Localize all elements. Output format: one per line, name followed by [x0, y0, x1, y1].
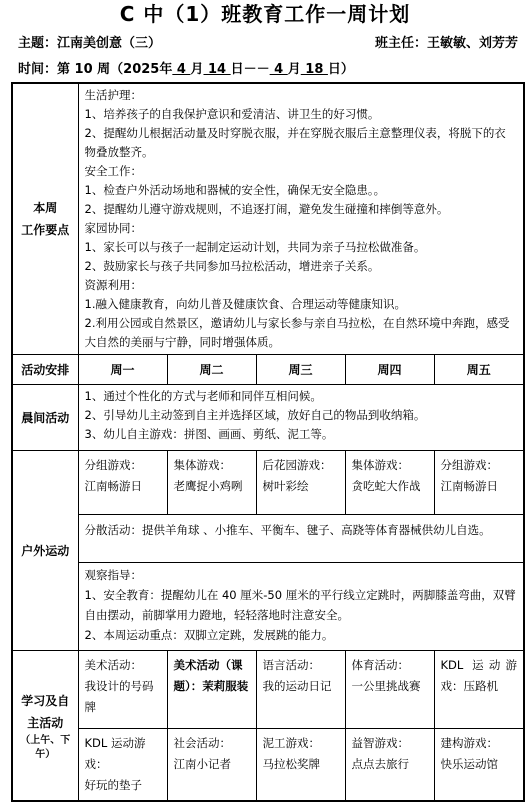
study-mon-2 [78, 729, 167, 802]
focus-line: 1、家长可以与孩子一起制定运动计划，共同为亲子马拉松做准备。 [84, 240, 426, 254]
activity-type: 美术活动（课题）：茉莉服装 [173, 658, 249, 693]
teacher-label: 班主任： [374, 36, 427, 51]
game-name: 江南畅游日 [440, 479, 498, 493]
activity-name: 我设计的号码牌 [84, 679, 154, 714]
focus-line: 家园协同： [84, 221, 142, 235]
morning-line: 1、通过个性化的方式与老师和同伴互相问候。 [84, 389, 322, 403]
activity-name: 好玩的垫子 [84, 778, 142, 792]
outdoor-observe [78, 563, 524, 651]
focus-label [12, 83, 78, 355]
outdoor-game-fri [434, 451, 524, 515]
outdoor-label: 户外运动 [12, 451, 78, 651]
morning-row [12, 385, 524, 451]
morning-content [78, 385, 524, 451]
game-name: 贪吃蛇大作战 [351, 479, 421, 493]
game-type: 集体游戏： [351, 458, 409, 472]
activity-name: 一公里挑战赛 [351, 679, 421, 693]
morning-line: 2、引导幼儿主动签到自主并选择区域，放好自己的物品到收纳箱。 [84, 408, 426, 422]
outdoor-game-tue [167, 451, 256, 515]
day-tuesday: 周二 [167, 355, 256, 385]
outdoor-game-mon [78, 451, 167, 515]
game-type: 后花园游戏： [262, 458, 332, 472]
outdoor-observe-row [12, 563, 524, 651]
game-name: 江南畅游日 [84, 479, 142, 493]
game-name: 老鹰捉小鸡咧 [173, 479, 243, 493]
focus-line: 2.利用公园或自然景区，邀请幼儿与家长参与亲自马拉松，在自然环境中奔跑，感受大自然的美丽与宁静，同时增强体质。 [84, 316, 510, 349]
page-title: C 中（1）班教育工作一周计划 [119, 2, 411, 26]
activity-type: KDL 运动游戏： [84, 736, 146, 771]
study-wed-1 [256, 651, 345, 729]
activity-type: KDL 运动游戏：压路机 [440, 658, 518, 693]
focus-line: 1、培养孩子的自我保护意识和爱清洁、讲卫生的好习惯。 [84, 107, 380, 121]
game-type: 分组游戏： [84, 458, 142, 472]
study-fri-2 [434, 729, 524, 802]
study-mon-1 [78, 651, 167, 729]
meta-row-time [18, 58, 518, 78]
study-fri-1 [434, 651, 524, 729]
study-label-sub: （上午、下午） [20, 734, 71, 760]
activity-type: 社会活动： [173, 736, 231, 750]
activity-type: 泥工游戏： [262, 736, 320, 750]
game-name: 树叶彩绘 [262, 479, 309, 493]
morning-line: 3、幼儿自主游戏：拼图、画画、剪纸、泥工等。 [84, 427, 334, 441]
activity-name: 马拉松奖牌 [262, 757, 320, 771]
month-char-1: 月 [190, 62, 204, 77]
game-type: 分组游戏： [440, 458, 498, 472]
range-sep: 日－－ [230, 62, 270, 77]
activity-name: 点点去旅行 [351, 757, 409, 771]
study-label-line1: 学习及自 [21, 693, 70, 708]
focus-line: 生活护理： [84, 88, 142, 102]
study-wed-2 [256, 729, 345, 802]
schedule-label: 活动安排 [12, 355, 78, 385]
focus-line: 2、提醒幼儿遵守游戏规则，不追逐打闹，避免发生碰撞和摔倒等意外。 [84, 202, 449, 216]
study-row-2 [12, 729, 524, 802]
focus-line: 资源利用： [84, 278, 142, 292]
activity-type: 美术活动： [84, 658, 142, 672]
theme [18, 32, 161, 51]
study-row-1 [12, 651, 524, 729]
day-wednesday: 周三 [256, 355, 345, 385]
activity-type: 益智游戏： [351, 736, 409, 750]
focus-line: 安全工作： [84, 164, 142, 178]
game-type: 集体游戏： [173, 458, 231, 472]
start-month: 4 [172, 62, 191, 77]
activity-name: 我的运动日记 [262, 679, 332, 693]
outdoor-scatter-row [12, 515, 524, 563]
outdoor-scatter [78, 515, 524, 563]
time-label: 时间： [18, 62, 58, 77]
end-month: 4 [269, 62, 288, 77]
study-thu-2 [345, 729, 434, 802]
focus-line: 2、鼓励家长与孩子共同参加马拉松活动，增进亲子关系。 [84, 259, 380, 273]
scatter-text: 分散活动：提供羊角球 、小推车、平衡车、毽子、高跷等体育器械供幼儿自选。 [84, 523, 491, 537]
focus-label-line1: 本周 [33, 201, 58, 215]
outdoor-games-row [12, 451, 524, 515]
month-char-2: 月 [287, 62, 301, 77]
focus-line: 1.融入健康教育，向幼儿普及健康饮食、合理运动等健康知识。 [84, 297, 406, 311]
observe-line: 1、安全教育：提醒幼儿在 40 厘米-50 厘米的平行线立定跳时，两脚膝盖弯曲，双臂自由摆动，前脚掌用力蹬地，轻轻落地时注意安全。 [84, 588, 516, 622]
outdoor-game-thu [345, 451, 434, 515]
focus-label-line2: 工作要点 [21, 223, 70, 237]
day-friday: 周五 [434, 355, 524, 385]
schedule-row [12, 355, 524, 385]
week-suffix: 日） [327, 62, 354, 77]
teacher-value: 王敏敏、刘芳芳 [426, 36, 518, 51]
observe-title: 观察指导： [84, 568, 142, 582]
focus-content [78, 83, 524, 355]
focus-line: 2、提醒幼儿根据活动量及时穿脱衣服，并在穿脱衣服后主意整理仪表，将脱下的衣物叠放整齐。 [84, 126, 506, 159]
focus-line: 1、检查户外活动场地和器械的安全性，确保无安全隐患。。 [84, 183, 386, 197]
start-day: 14 [203, 62, 231, 77]
theme-value: 江南美创意（三） [57, 36, 162, 51]
study-label-line2: 主活动 [27, 715, 64, 730]
day-monday: 周一 [78, 355, 167, 385]
study-tue-1 [167, 651, 256, 729]
day-thursday: 周四 [345, 355, 434, 385]
outdoor-game-wed [256, 451, 345, 515]
meta-row-theme [18, 32, 518, 52]
activity-type: 体育活动： [351, 658, 409, 672]
morning-label: 晨间活动 [12, 385, 78, 451]
weekly-plan-table [11, 82, 525, 802]
study-tue-2 [167, 729, 256, 802]
end-day: 18 [300, 62, 328, 77]
focus-row [12, 83, 524, 355]
activity-name: 快乐运动馆 [440, 757, 498, 771]
study-label [12, 651, 78, 802]
theme-label: 主题： [18, 36, 58, 51]
teacher [375, 32, 518, 51]
observe-line: 2、本周运动重点：双脚立定跳，发展跳的能力。 [84, 628, 334, 642]
activity-name: 江南小记者 [173, 757, 231, 771]
study-thu-1 [345, 651, 434, 729]
activity-type: 语言活动： [262, 658, 320, 672]
week-prefix: 第 10 周（2025年 [57, 62, 173, 77]
activity-type: 建构游戏： [440, 736, 498, 750]
